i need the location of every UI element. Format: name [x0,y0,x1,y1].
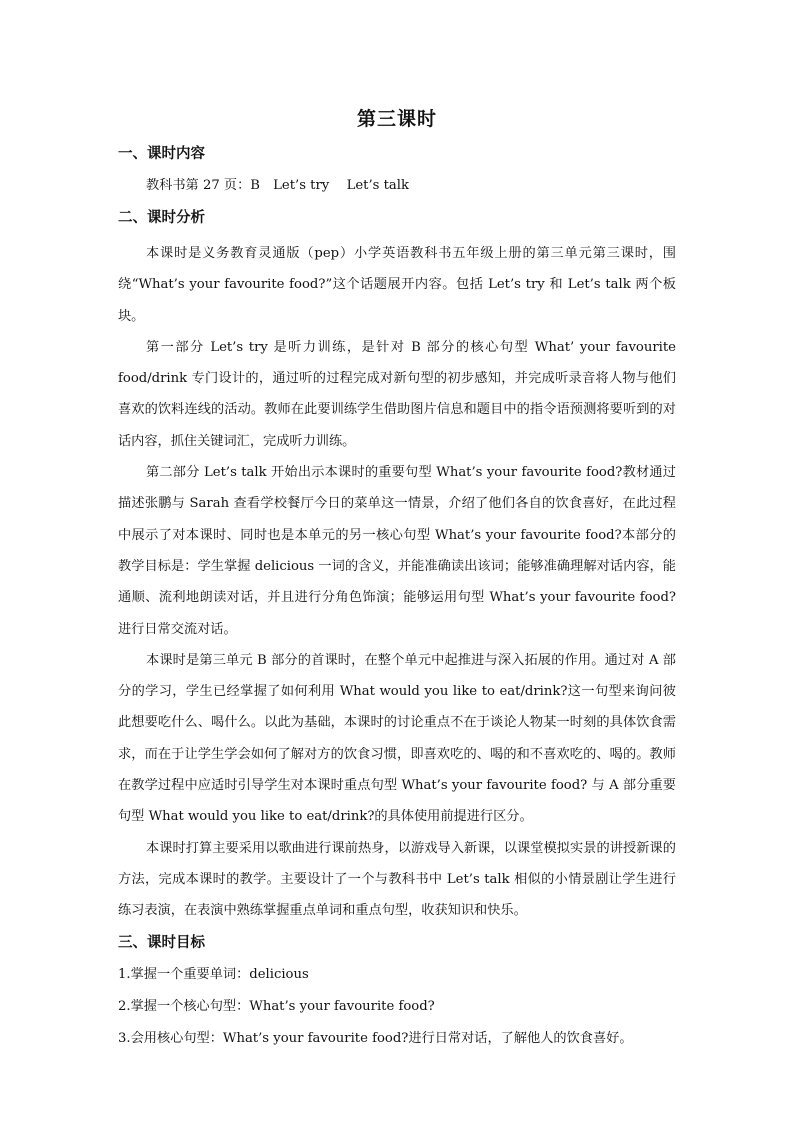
section-heading-analysis: 二、课时分析 [118,209,205,226]
analysis-paragraph: 本课时打算主要采用以歌曲进行课前热身，以游戏导入新课，以课堂模拟实景的讲授新课的方法，完成本课时的教学。主要设计了一个与教科书中 Let’s talk 相似的小情景剧让学生进行练习表演，在表演中熟练掌握重点单词和重点句型，收获知识和快乐。 [118,840,676,919]
document-body [118,142,676,1059]
analysis-paragraph: 本课时是义务教育灵通版（pep）小学英语教科书五年级上册的第三单元第三课时，围绕“What’s your favourite food?”这个话题展开内容。包括 Let’s try 和 Let’s talk 两个板块。 [118,246,676,324]
textbook-reference: 教科书第 27 页：B Let’s try Let’s talk [146,178,409,193]
analysis-paragraph: 第二部分 Let’s talk 开始出示本课时的重要句型 What’s your favourite food?教材通过描述张鹏与 Sarah 查看学校餐厅今日的菜单这一情景，介绍了他们各自的饮食喜好，在此过程中展示了对本课时、同时也是本单元的另一核心句型 What’s your favourite food?本部分的教学目标是：学生掌握 delicious 一词的含义，并能准确读出该词；能够准确理解对话内容，能通顺、流利地朗读对话，并且进行分角色饰演；能够运用句型 What’s your favourite food?进行日常交流对话。 [118,465,676,637]
goal-item: 2.掌握一个核心句型：What’s your favourite food? [118,998,435,1014]
section-heading-goals: 三、课时目标 [118,933,205,951]
section-heading-content: 一、课时内容 [118,145,205,162]
page-title: 第三课时 [356,108,437,130]
goal-item: 1.掌握一个重要单词：delicious [118,966,309,982]
analysis-paragraph: 本课时是第三单元 B 部分的首课时，在整个单元中起推进与深入拓展的作用。通过对 A 部分的学习，学生已经掌握了如何利用 What would you like to eat/drink?这一句型来询问彼此想要吃什么、喝什么。以此为基础，本课时的讨论重点不在于谈论人物某一时刻的具体饮食需求，而在于让学生学会如何了解对方的饮食习惯，即喜欢吃的、喝的和不喜欢吃的、喝的。教师在教学过程中应适时引导学生对本课时重点句型 What’s your favourite food? 与 A 部分重要句型 What would you like to eat/drink?的具体使用前提进行区分。 [118,652,676,825]
analysis-paragraph: 第一部分 Let’s try 是听力训练，是针对 B 部分的核心句型 What’ your favourite food/drink 专门设计的，通过听的过程完成对新句型的初步感知，并完成听录音将人物与他们喜欢的饮料连线的活动。教师在此要训练学生借助图片信息和题目中的指令语预测将要听到的对话内容，抓住关键词汇，完成听力训练。 [118,339,676,449]
goal-item: 3.会用核心句型：What’s your favourite food?进行日常对话，了解他人的饮食喜好。 [118,1030,633,1046]
